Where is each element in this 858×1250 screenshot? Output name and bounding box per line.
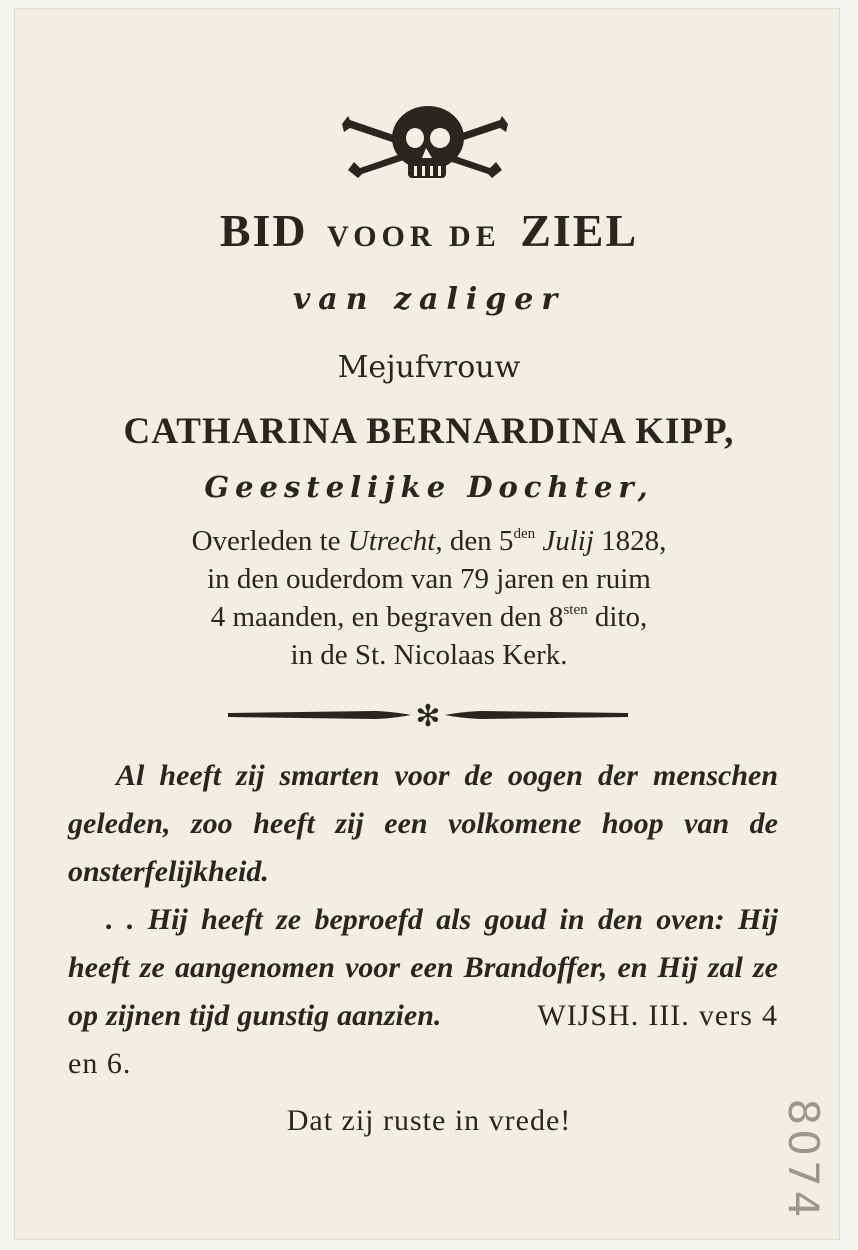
deceased-role: Geestelijke Dochter,: [204, 470, 654, 504]
facts-line-2: in den ouderdom van 79 jaren en ruim: [207, 563, 651, 595]
skull-crossbones-icon: [340, 98, 510, 198]
person-title: Mejufvrouw: [337, 350, 521, 385]
verse-1: Al heeft zij smarten voor de oogen der menschen geleden, zoo heeft zij een volkomene hoop van de onsterfelijkheid.: [68, 759, 778, 888]
ornamental-divider: [226, 700, 630, 730]
deceased-name: CATHARINA BERNARDINA KIPP,: [123, 411, 735, 452]
facts-line-1: Overleden te Utrecht, den $5^{den}$ Julij 1828,: [191, 525, 667, 557]
title-ziel: ZIEL: [520, 205, 639, 256]
place-name: Utrecht: [347, 525, 436, 557]
title-bid: BID: [219, 205, 308, 256]
title-voor-de: VOOR DE: [327, 220, 501, 253]
death-facts: [0, 522, 858, 674]
facts-line-4: in de St. Nicolaas Kerk.: [290, 639, 568, 671]
month-name: Julij: [542, 525, 594, 557]
van-zaliger: van zaliger: [292, 282, 566, 317]
svg-text:✻: ✻: [415, 700, 441, 730]
verse-2-text: . . Hij heeft ze beproefd als goud in den oven: Hij heeft ze aangenomen voor een Brandoffer, en Hij zal ze op zijnen tijd gunstig aanzien.: [68, 903, 778, 1032]
verse-2: [68, 896, 778, 1088]
inventory-number: 8074: [779, 1098, 828, 1222]
facts-line-3: 4 maanden, en begraven den $8^{sten}$ dito,: [210, 601, 648, 633]
page-title: [0, 204, 858, 257]
scripture-reference: WIJSH. III. vers 4 en 6.: [68, 999, 778, 1080]
closing-line: Dat zij ruste in vrede!: [286, 1104, 572, 1137]
